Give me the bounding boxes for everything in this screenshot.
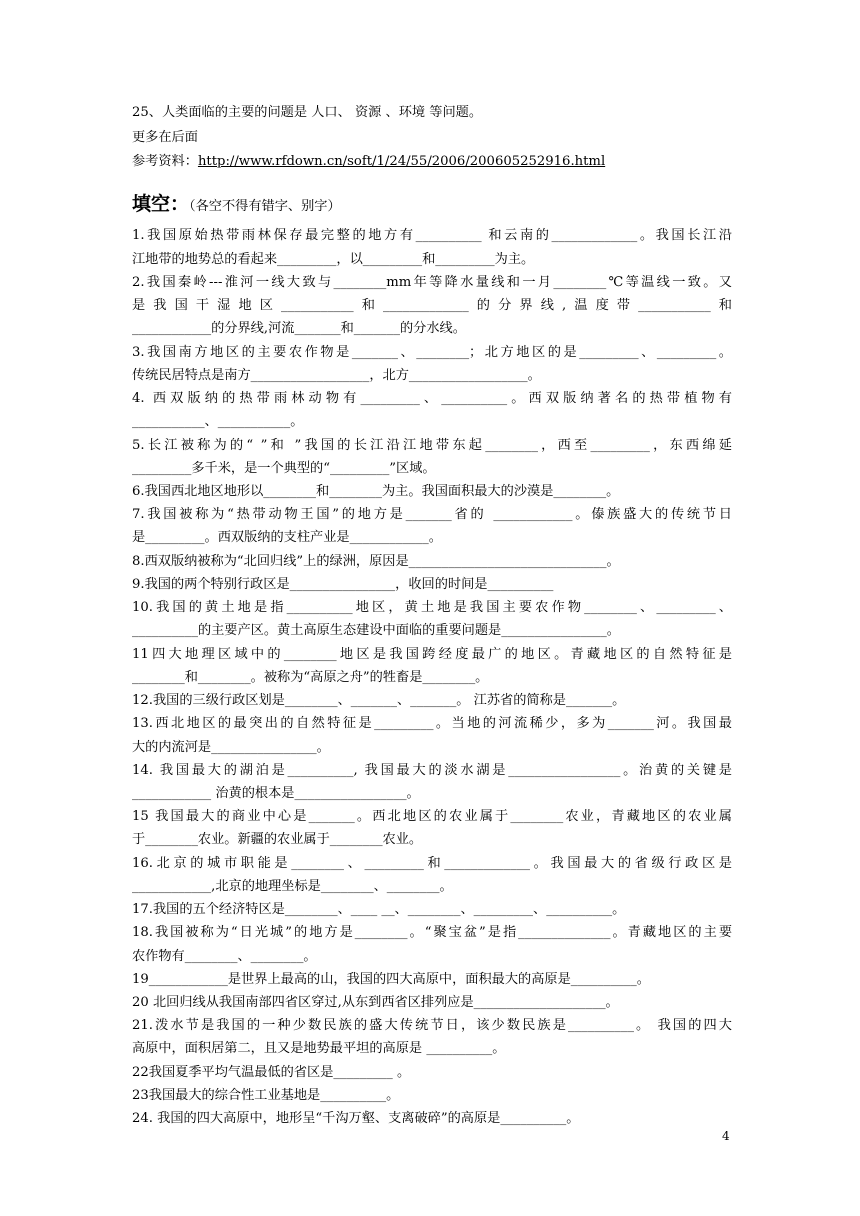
question-line: _________多千米，是一个典型的“_________”区域。 <box>132 461 436 476</box>
question-line: 14. 我国最大的湖泊是__________, 我国最大的淡水湖是_________________。治黄的关键是 <box>132 763 732 778</box>
question-line: 农作物有________、________。 <box>132 949 317 964</box>
question-line: ________和________。被称为“高原之舟”的牲畜是________。 <box>132 670 489 685</box>
question-line: 20 北回归线从我国南部四省区穿过,从东到西省区排列应是____________________。 <box>132 995 619 1010</box>
reference-link[interactable]: http://www.rfdown.cn/soft/1/24/55/2006/200605252916.html <box>197 154 606 169</box>
reference-label: 参考资料： <box>132 154 198 169</box>
question-line: 于________农业。新疆的农业属于________农业。 <box>132 832 423 847</box>
question-line: 21.泼水节是我国的一种少数民族的盛大传统节日，该少数民族是__________。 我国的四大 <box>132 1018 732 1033</box>
intro-more: 更多在后面 <box>132 130 198 145</box>
section-title: 填空： <box>132 193 190 215</box>
question-line: 高原中，面积居第二，且又是地势最平坦的高原是 __________。 <box>132 1041 506 1056</box>
question-line: __________的主要产区。黄土高原生态建设中面临的重要问题是________________。 <box>132 623 620 638</box>
question-line: 9.我国的两个特别行政区是________________，收回的时间是__________ <box>132 577 554 592</box>
question-line: ____________,北京的地理坐标是________、________。 <box>132 879 453 894</box>
question-line: 是我国干湿地区___________和_____________的分界线,温度带___________和 <box>132 298 732 313</box>
question-line: 16.北京的城市职能是________、_________和_____________。我国最大的省级行政区是 <box>132 856 732 871</box>
question-line: 18.我国被称为“日光城”的地方是________。“聚宝盆”是指______________。青藏地区的主要 <box>132 925 732 940</box>
question-line: 1.我国原始热带雨林保存最完整的地方有__________ 和云南的_____________。我国长江沿 <box>132 228 732 243</box>
question-line: 6.我国西北地区地形以________和________为主。我国面积最大的沙漠是________。 <box>132 484 620 499</box>
question-line: 3.我国南方地区的主要农作物是_______、________；北方地区的是_________、_________。 <box>132 345 732 360</box>
question-line: 7.我国被称为“热带动物王国”的地方是_______省的 ____________。傣族盛大的传统节日 <box>132 507 732 522</box>
question-line: 8.西双版纳被称为“北回归线”上的绿洲，原因是______________________________。 <box>132 554 620 569</box>
question-line: 2.我国秦岭---淮河一线大致与________mm年等降水量线和一月________℃等温线一致。又 <box>132 275 732 290</box>
question-line: 11四大地理区域中的________地区是我国跨经度最广的地区。青藏地区的自然特征是 <box>132 647 732 662</box>
question-line: 10.我国的黄土地是指__________地区，黄土地是我国主要农作物________、_________、 <box>132 600 732 615</box>
question-line: 大的内流河是________________。 <box>132 740 330 755</box>
question-line: 15 我国最大的商业中心是_______。西北地区的农业属于________农业，青藏地区的农业属 <box>132 809 732 824</box>
question-line: 17.我国的五个经济特区是________、____ __、________、_________、__________。 <box>132 902 626 917</box>
question-line: 22我国夏季平均气温最低的省区是_________ 。 <box>132 1065 411 1080</box>
reference-line <box>132 152 732 171</box>
section-note: （各空不得有错字、别字） <box>189 199 341 214</box>
question-line: ____________的分界线,河流_______和_______的分水线。 <box>132 321 466 336</box>
intro-q25: 25、人类面临的主要的问题是 人口、 资源 、环境 等问题。 <box>132 105 483 120</box>
question-line: 12.我国的三级行政区划是________、_______、_______。 江苏省的简称是_______。 <box>132 693 626 708</box>
section-heading <box>132 189 341 216</box>
question-line: 19____________是世界上最高的山，我国的四大高原中，面积最大的高原是__________。 <box>132 972 650 987</box>
page-number: 4 <box>722 1129 730 1143</box>
question-line: 是_________。西双版纳的支柱产业是____________。 <box>132 530 442 545</box>
question-line: 5.长江被称为的“ ”和 ”我国的长江沿江地带东起________，西至_________，东西绵延 <box>132 438 732 453</box>
question-line: ____________ 治黄的根本是_________________。 <box>132 786 420 801</box>
question-line: 传统民居特点是南方__________________，北方__________________。 <box>132 368 541 383</box>
question-line: 23我国最大的综合性工业基地是__________。 <box>132 1088 400 1103</box>
question-line: 4. 西双版纳的热带雨林动物有_________、__________。西双版纳著名的热带植物有 <box>132 391 732 406</box>
question-line: 江地带的地势总的看起来_________，以_________和_________为主。 <box>132 252 535 267</box>
question-line: 13.西北地区的最突出的自然特征是_________。当地的河流稀少，多为_______河。我国最 <box>132 716 732 731</box>
question-line: 24. 我国的四大高原中，地形呈“千沟万壑、支离破碎”的高原是__________。 <box>132 1111 580 1126</box>
question-line: ___________、___________。 <box>132 414 304 429</box>
